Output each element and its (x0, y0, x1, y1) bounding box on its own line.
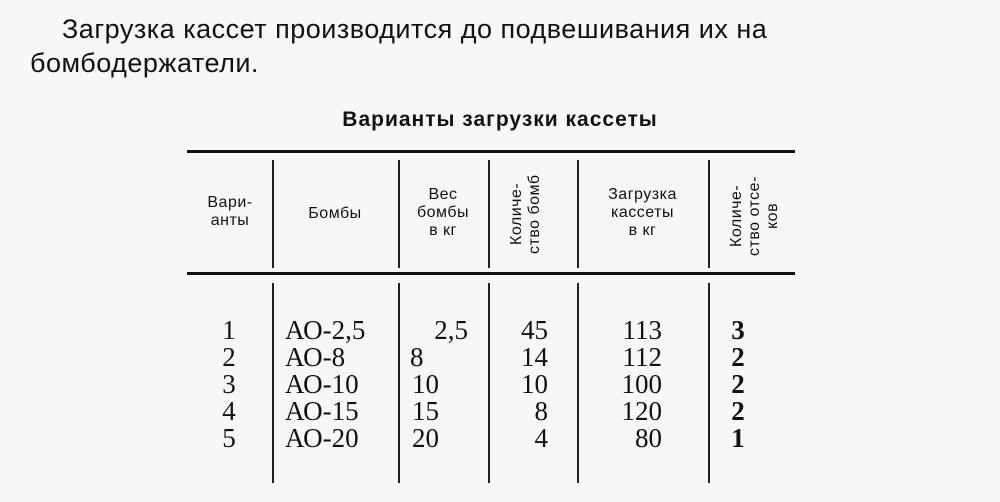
column-divider (577, 283, 579, 483)
cell-weight: 2,5 (434, 315, 468, 345)
cell-weight: 8 (410, 342, 424, 372)
cell-bomb: АО-2,5 (285, 315, 366, 345)
cell-count: 45 (521, 315, 548, 345)
cell-count: 8 (534, 396, 548, 426)
cell-sections: 1 (731, 423, 745, 453)
cell-weight: 15 (412, 396, 439, 426)
header-bombs: Бомбы (308, 205, 362, 222)
body-paragraph: Загрузка кассет производится до подвешивания их на бомбодержатели. (30, 14, 768, 78)
header-load: Загрузка кассеты в кг (608, 186, 677, 239)
cell-load: 113 (622, 315, 662, 345)
column-divider (708, 283, 710, 483)
header-count: Количе- ство бомб (508, 174, 543, 254)
cell-sections: 2 (731, 342, 745, 372)
header-variant: Вари- анты (207, 194, 253, 229)
cell-bomb: АО-8 (285, 342, 346, 372)
cell-sections: 2 (731, 396, 745, 426)
cell-weight: 10 (412, 369, 439, 399)
table-top-rule (187, 150, 795, 153)
header-sections: Количе- ство отсе- ков (728, 176, 781, 256)
cell-bomb: АО-10 (285, 369, 359, 399)
cell-variant: 1 (222, 315, 236, 345)
cell-sections: 2 (731, 369, 745, 399)
cell-variant: 3 (222, 369, 236, 399)
cell-count: 4 (534, 423, 548, 453)
column-divider (398, 283, 400, 483)
cell-bomb: АО-15 (285, 396, 359, 426)
cell-count: 14 (521, 342, 548, 372)
cell-load: 80 (635, 423, 662, 453)
cell-load: 112 (622, 342, 662, 372)
cell-count: 10 (521, 369, 548, 399)
table-caption: Варианты загрузки кассеты (342, 108, 658, 131)
cell-variant: 5 (222, 423, 236, 453)
cell-variant: 4 (222, 396, 236, 426)
cell-weight: 20 (412, 423, 439, 453)
column-divider (488, 283, 490, 483)
cell-variant: 2 (222, 342, 236, 372)
cell-bomb: АО-20 (285, 423, 359, 453)
column-divider (272, 283, 274, 483)
column-divider (708, 160, 710, 268)
cell-load: 100 (621, 369, 662, 399)
header-weight: Вес бомбы в кг (416, 186, 470, 239)
table-header-rule (187, 272, 795, 275)
cell-load: 120 (621, 396, 662, 426)
column-divider (488, 160, 490, 268)
cell-sections: 3 (731, 315, 745, 345)
